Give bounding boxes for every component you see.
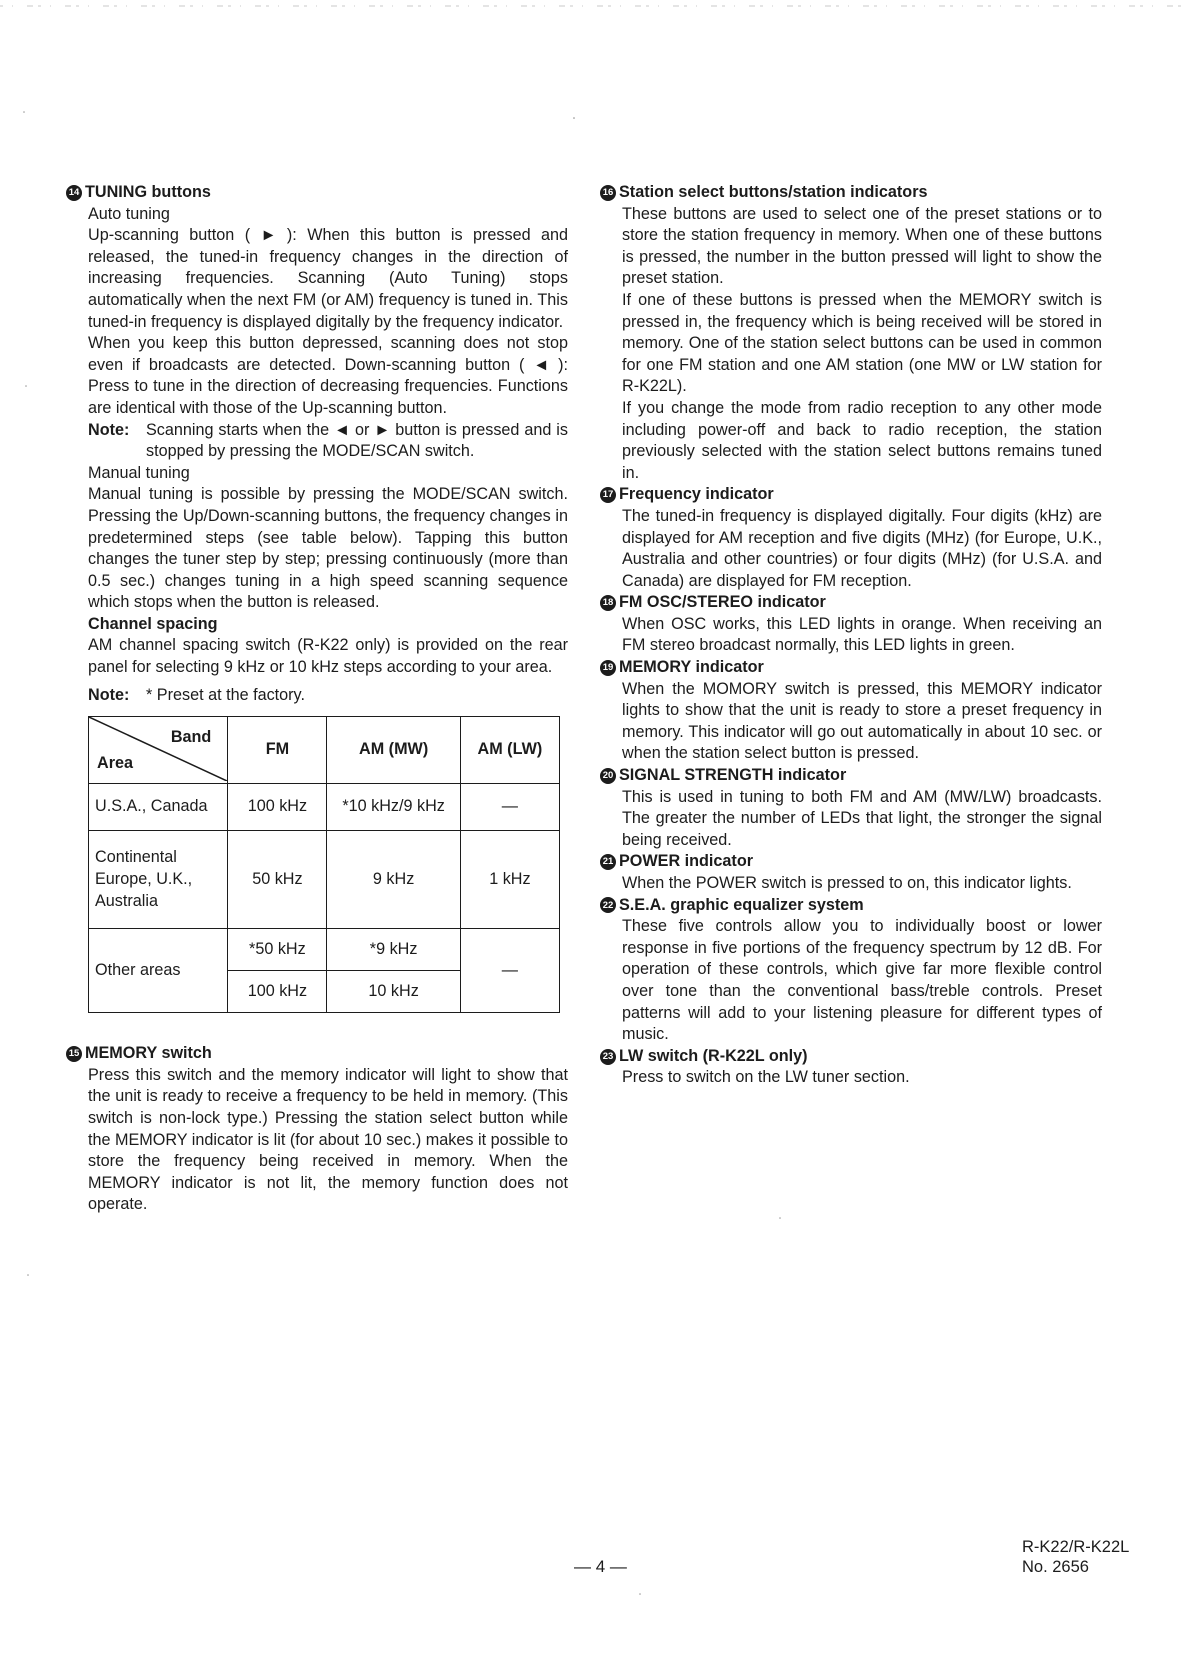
area-label: Area	[97, 754, 133, 773]
item-number-badge: 14	[66, 185, 82, 201]
section-heading	[66, 182, 568, 204]
model-name: R-K22/R-K22L	[1022, 1538, 1130, 1556]
lw-cell: —	[460, 929, 559, 1013]
page-number: — 4 —	[574, 1557, 627, 1576]
area-cell: U.S.A., Canada	[89, 784, 228, 831]
paragraph: The tuned-in frequency is displayed digitally. Four digits (kHz) are displayed for AM reception and five digits (MHz) (for Europe, U.K., Australia and other countries) or four digits (MHz) (for U.S.A. and Canada) are displayed for FM reception.	[622, 506, 1102, 590]
section-title: TUNING buttons	[85, 183, 211, 201]
item-number-badge: 15	[66, 1046, 82, 1062]
section-heading	[66, 1043, 568, 1065]
paragraph: Press to switch on the LW tuner section.	[622, 1068, 910, 1087]
fm-cell: 100 kHz	[228, 784, 327, 831]
mw-cell: *10 kHz/9 kHz	[327, 784, 460, 831]
paragraph: These buttons are used to select one of the preset stations or to store the station frequency in memory. When one of these buttons is pressed, the number in the button pressed will light to show the preset station.	[622, 204, 1102, 288]
section-title: Station select buttons/station indicators	[619, 183, 928, 201]
table-row	[89, 831, 560, 929]
column-header-am-lw: AM (LW)	[460, 717, 559, 784]
paragraph: If one of these buttons is pressed when the MEMORY switch is pressed in, the frequency which is being received will be stored in memory. One of the station select buttons can be used in common for one FM station and one AM station (one MW or LW station for R-K22L).	[622, 290, 1102, 396]
document-number: No. 2656	[1022, 1558, 1089, 1576]
table-header-row	[89, 717, 560, 784]
mw-cell: *9 kHz	[327, 929, 460, 971]
section-title: FM OSC/STEREO indicator	[619, 593, 826, 612]
paragraph: When the MOMORY switch is pressed, this MEMORY indicator lights to show that the unit is ready to store a preset frequency in memory. This indicator will go out automatically in about 10 sec. or when the station select button is pressed.	[622, 679, 1102, 763]
section-heading	[600, 657, 1102, 679]
table-row	[89, 929, 560, 971]
section-lw-switch	[604, 1046, 1102, 1089]
section-heading	[600, 592, 1102, 614]
paragraph: When the POWER switch is pressed to on, this indicator lights.	[622, 874, 1072, 892]
section-tuning-buttons	[70, 182, 568, 1013]
paragraph: Manual tuning is possible by pressing the MODE/SCAN switch. Pressing the Up/Down-scanning buttons, the frequency changes in predetermined steps (see table below). Tapping this button changes the tuner step by step; pressing continuously (more than 0.5 sec.) changes tuning in a high speed scanning sequence which stops when the button is released.	[88, 485, 568, 612]
area-cell: Continental Europe, U.K., Australia	[89, 831, 228, 929]
section-title: SIGNAL STRENGTH indicator	[619, 766, 847, 785]
table-row	[89, 784, 560, 831]
paragraph: When OSC works, this LED lights in orange. When receiving an FM stereo broadcast normally, this LED lights in green.	[622, 614, 1102, 655]
lw-cell: 1 kHz	[460, 831, 559, 929]
section-power-indicator	[604, 851, 1102, 894]
section-title: POWER indicator	[619, 852, 754, 871]
section-heading	[600, 484, 1102, 506]
note-label: Note:	[88, 685, 130, 704]
fm-cell: 50 kHz	[228, 831, 327, 929]
item-number-badge: 18	[600, 595, 616, 611]
section-memory-switch	[70, 1043, 568, 1216]
paragraph: AM channel spacing switch (R-K22 only) is provided on the rear panel for selecting 9 kHz or 10 kHz steps according to your area.	[88, 636, 568, 677]
paragraph: If you change the mode from radio reception to any other mode including power-off and back to radio reception, the station previously selected with the station select buttons remains tuned in.	[622, 398, 1102, 482]
left-column	[70, 182, 568, 1216]
section-title: MEMORY switch	[85, 1044, 212, 1063]
channel-spacing-table	[88, 716, 560, 1013]
section-station-select	[604, 182, 1102, 484]
section-heading	[600, 851, 1102, 873]
section-title: Frequency indicator	[619, 485, 774, 504]
fm-cell: *50 kHz	[228, 929, 327, 971]
mw-cell: 10 kHz	[327, 971, 460, 1013]
note-text: * Preset at the factory.	[146, 685, 305, 704]
section-heading	[600, 1046, 1102, 1068]
paragraph: Press this switch and the memory indicator will light to show that the unit is ready to receive a frequency to be held in memory. (This switch is non-lock type.) Pressing the station select button while the MEMORY indicator is lit (for about 10 sec.) makes it possible to store the frequency being received in memory. When the MEMORY indicator is not lit, the memory function does not operate.	[88, 1065, 568, 1214]
section-frequency-indicator	[604, 484, 1102, 592]
item-number-badge: 20	[600, 768, 616, 784]
note-text: Scanning starts when the ◄ or ► button is pressed and is stopped by pressing the MODE/SCAN switch.	[146, 420, 568, 461]
section-title: S.E.A. graphic equalizer system	[619, 895, 864, 914]
section-memory-indicator	[604, 657, 1102, 765]
area-cell: Other areas	[89, 929, 228, 1013]
section-title: LW switch (R-K22L only)	[619, 1046, 808, 1065]
section-fm-osc-stereo	[604, 592, 1102, 657]
paragraph: Up-scanning button ( ► ): When this button is pressed and released, the tuned-in frequency changes in the direction of increasing frequencies. Scanning (Auto Tuning) stops automatically when the next FM (or AM) frequency is tuned in. This tuned-in frequency is displayed digitally by the frequency indicator.	[88, 226, 568, 331]
paragraph: This is used in tuning to both FM and AM (MW/LW) broadcasts. The greater the number of LEDs that light, the stronger the signal being received.	[622, 787, 1102, 849]
manual-tuning-heading: Manual tuning	[88, 463, 190, 482]
item-number-badge: 22	[600, 897, 616, 913]
item-number-badge: 17	[600, 487, 616, 503]
column-header-am-mw: AM (MW)	[327, 717, 460, 784]
paragraph: When you keep this button depressed, scanning does not stop even if broadcasts are detected. Down-scanning button ( ◄ ): Press to tune in the direction of decreasing frequencies. Functions are identical with those of the Up-scanning button.	[88, 334, 568, 417]
model-info	[1022, 1537, 1129, 1577]
lw-cell: —	[460, 784, 559, 831]
column-header-fm: FM	[228, 717, 327, 784]
note-label: Note:	[88, 420, 130, 439]
item-number-badge: 19	[600, 660, 616, 676]
channel-spacing-heading: Channel spacing	[88, 614, 218, 633]
item-number-badge: 21	[600, 854, 616, 870]
section-signal-strength	[604, 765, 1102, 851]
section-heading	[600, 895, 1102, 917]
section-heading	[600, 182, 1102, 204]
section-sea-equalizer	[604, 895, 1102, 1046]
item-number-badge: 16	[600, 185, 616, 201]
band-area-corner-cell	[89, 717, 228, 784]
right-column	[604, 182, 1102, 1089]
section-heading	[600, 765, 1102, 787]
auto-tuning-heading: Auto tuning	[88, 204, 170, 223]
item-number-badge: 23	[600, 1049, 616, 1065]
note	[88, 685, 568, 707]
fm-cell: 100 kHz	[228, 971, 327, 1013]
mw-cell: 9 kHz	[327, 831, 460, 929]
paragraph: These five controls allow you to individually boost or lower response in five portions of the frequency spectrum by 12 dB. For operation of these controls, which give far more flexible control over tone than the conventional bass/treble controls. Preset patterns will add to your listening pleasure for different types of music.	[622, 917, 1102, 1044]
note	[88, 420, 568, 463]
band-label: Band	[170, 728, 212, 747]
section-title: MEMORY indicator	[619, 658, 764, 677]
